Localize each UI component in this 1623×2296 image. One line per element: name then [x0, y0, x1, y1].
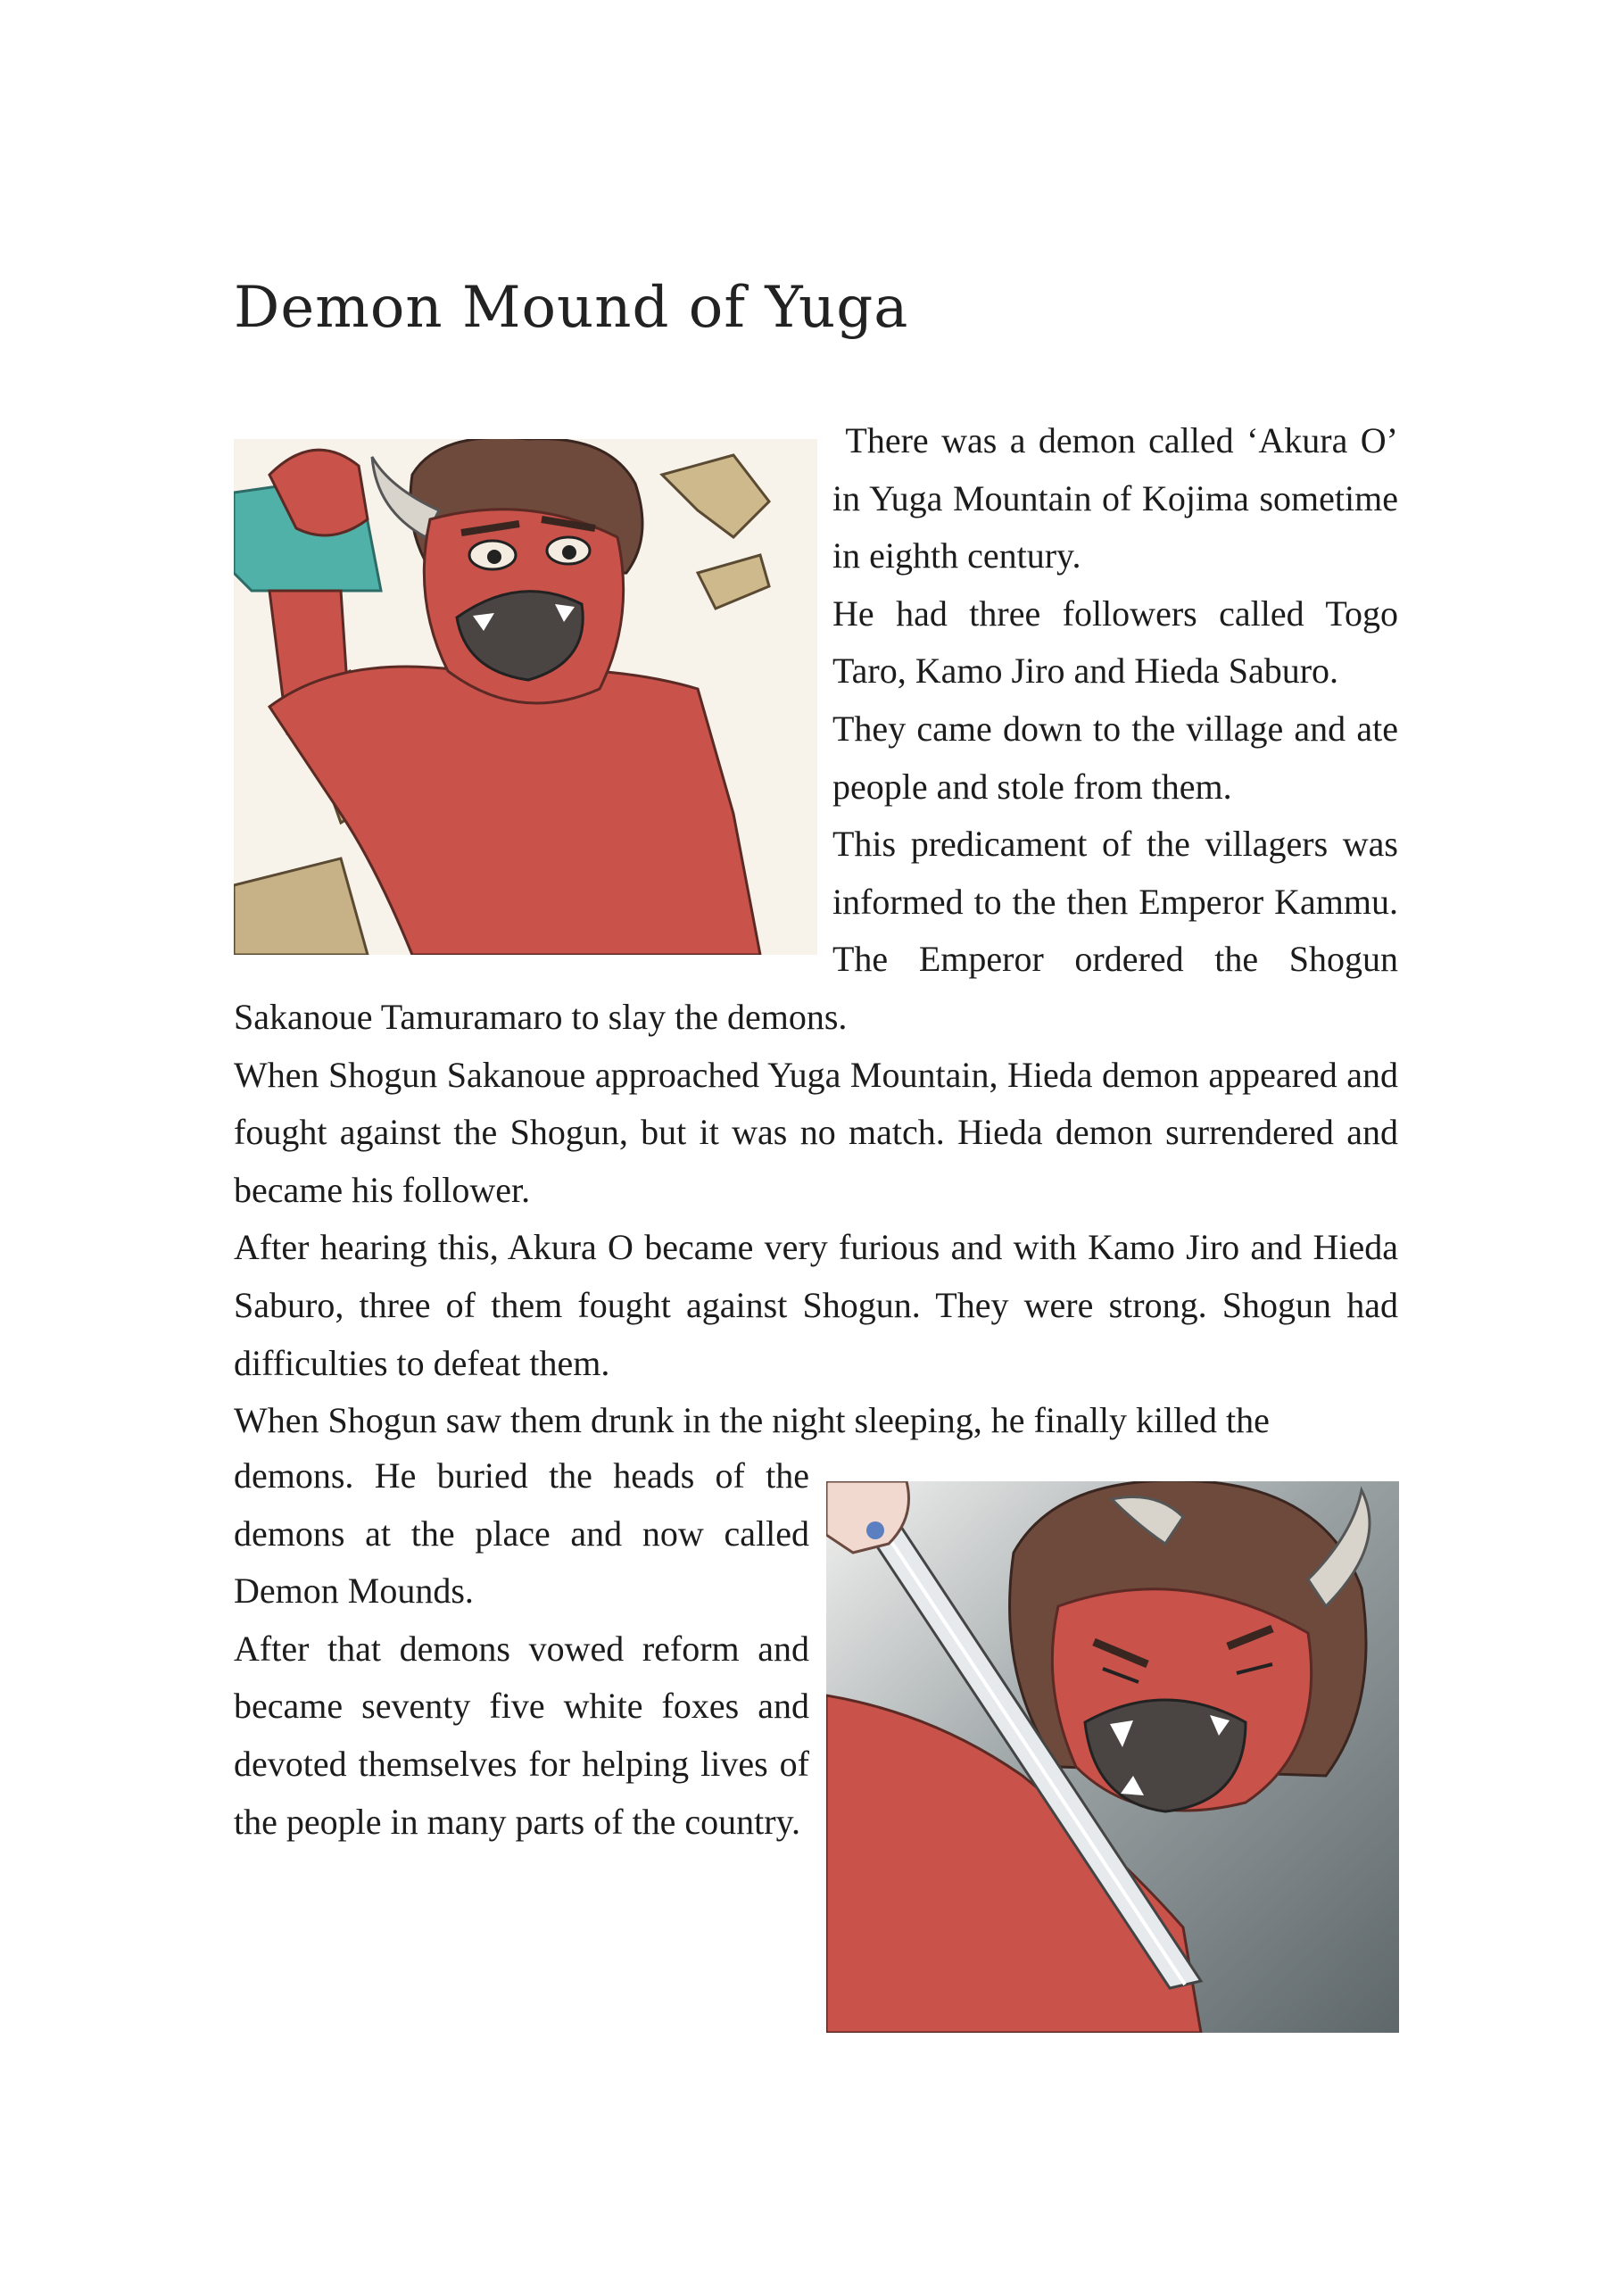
story-paragraph: When Shogun Sakanoue approached Yuga Mountain, Hieda demon appeared and fought against the Shogun, but it was no match. Hieda demon surrendered and became his follower. [234, 1054, 1398, 1210]
story-paragraph: He had three followers called Togo Taro, Kamo Jiro and Hieda Saburo. [832, 593, 1398, 692]
story-paragraph: After hearing this, Akura O became very furious and with Kamo Jiro and Hieda Saburo, three of them fought against Shogun. They were strong. Shogun had difficulties to defeat them. [234, 1227, 1398, 1383]
story-paragraph: demons. He buried the heads of the demons at the place and now called Demon Mounds. [234, 1455, 809, 1612]
story-paragraph: This predicament of the villagers was informed to the then Emperor Kammu. The Emperor ordered the Shogun Sakanoue Tamuramaro to slay the demons. [234, 824, 1398, 1037]
page-title: Demon Mound of Yuga [234, 275, 909, 341]
story-paragraph: There was a demon called ‘Akura O’ in Yuga Mountain of Kojima sometime in eighth century. [832, 420, 1398, 576]
story-text-upper [234, 412, 1398, 1450]
story-paragraph: They came down to the village and ate people and stole from them. [832, 708, 1398, 807]
story-paragraph: When Shogun saw them drunk in the night sleeping, he finally killed the [234, 1400, 1270, 1441]
story-text-lower [234, 1447, 809, 1851]
oni-slain-illustration [826, 1481, 1399, 2033]
story-paragraph: After that demons vowed reform and became seventy five white foxes and devoted themselves for helping lives of the people in many parts of the country. [234, 1628, 809, 1842]
